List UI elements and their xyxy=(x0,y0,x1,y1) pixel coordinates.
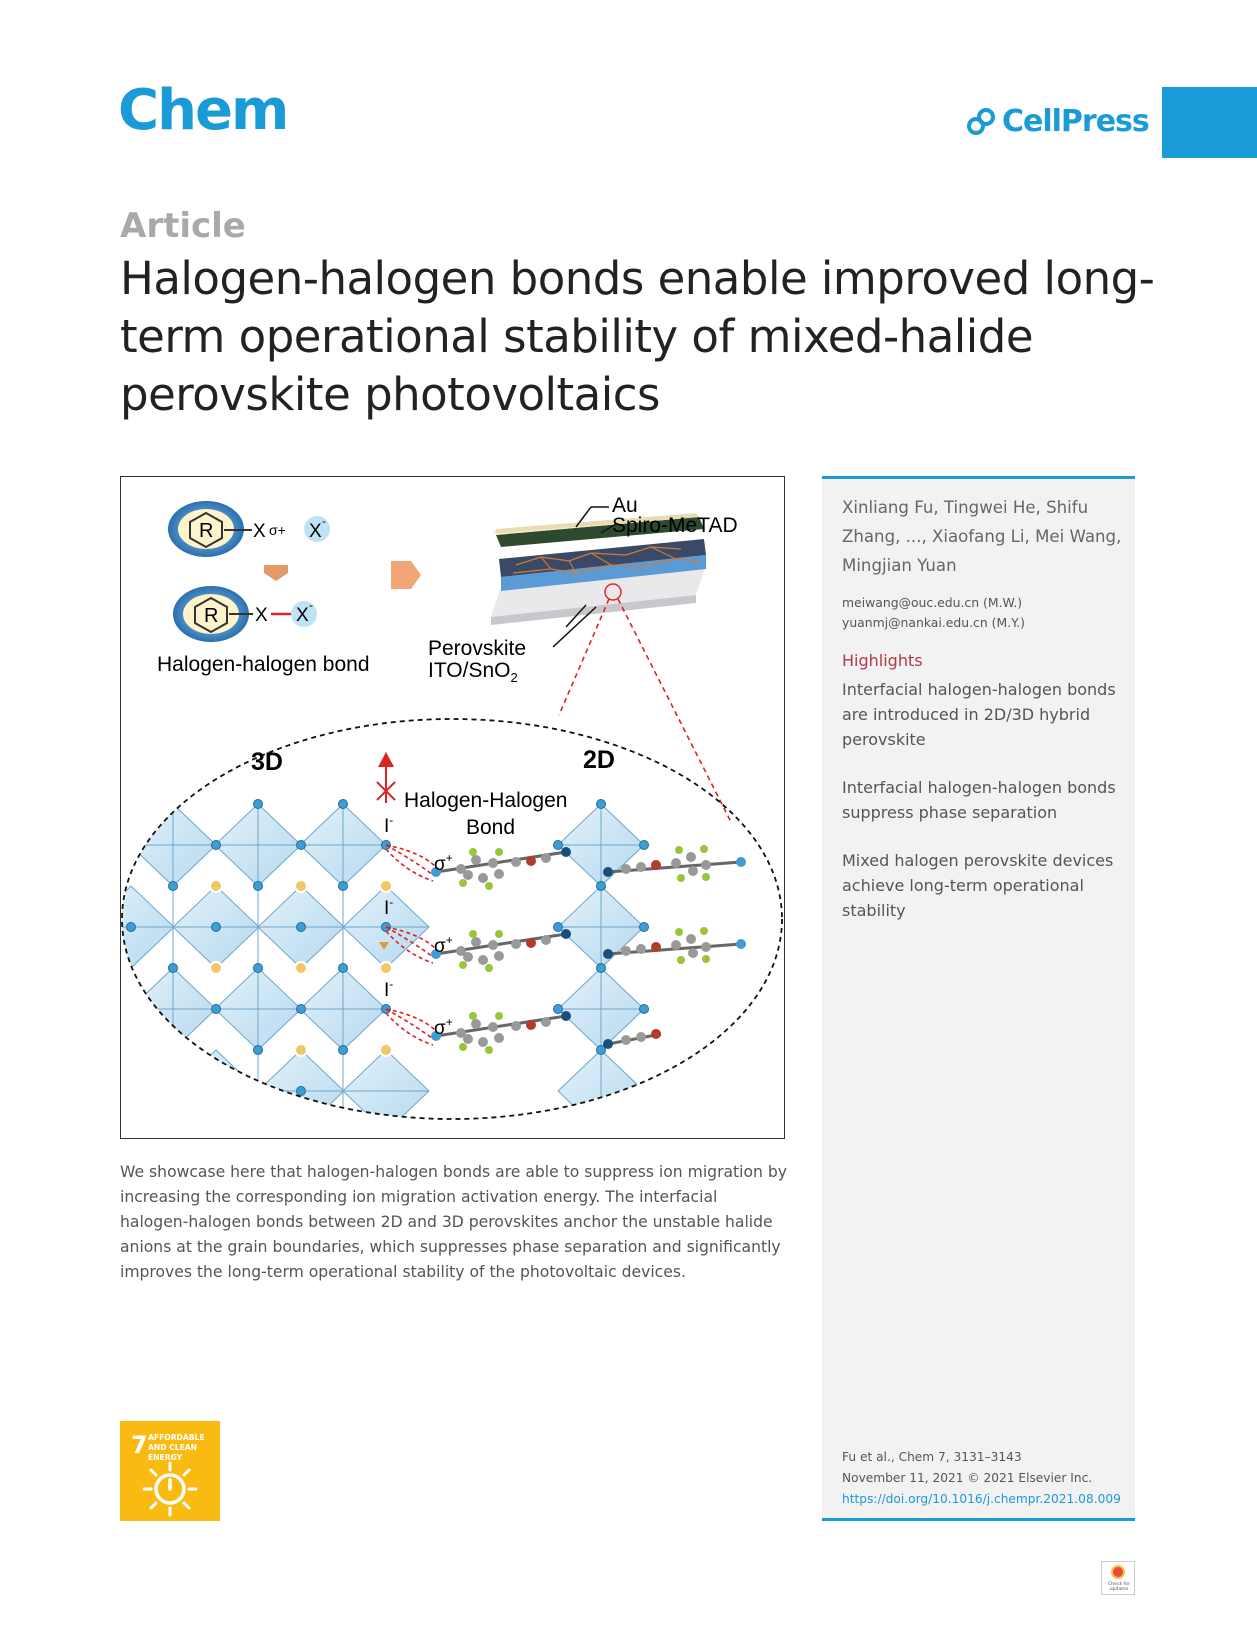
emails xyxy=(842,593,1025,633)
check-for-updates-button[interactable] xyxy=(1101,1561,1135,1595)
sigma-charge-2: + xyxy=(445,933,453,947)
sigma-charge-1: + xyxy=(445,851,453,865)
iodide-label-3 xyxy=(384,977,393,1001)
corner-tab xyxy=(1162,87,1257,158)
iodide-symbol-2: I xyxy=(384,898,390,919)
journal-logo: Chem xyxy=(118,78,288,143)
highlights-heading: Highlights xyxy=(842,651,923,670)
r-group-label-2: R xyxy=(204,605,219,627)
highlights-list xyxy=(842,677,1127,946)
bond-label-line2: Bond xyxy=(466,816,516,839)
email-link[interactable]: meiwang@ouc.edu.cn (M.W.) xyxy=(842,595,1023,610)
bookmark-icon xyxy=(1111,1565,1125,1579)
citation-line: Fu et al., Chem 7, 3131–3143 xyxy=(842,1450,1022,1464)
iodide-symbol-1: I xyxy=(384,816,390,837)
graphical-abstract-figure xyxy=(121,477,783,1137)
halogen-x-label-2: X xyxy=(255,605,268,626)
substrate-label-text: ITO/SnO xyxy=(428,659,511,682)
anion-label: X xyxy=(309,521,322,542)
substrate-label xyxy=(428,659,518,685)
sigma-symbol-2: σ xyxy=(434,936,446,957)
sigma-plus-label: σ+ xyxy=(269,522,286,538)
sigma-charge-3: + xyxy=(445,1015,453,1029)
sdg-badge xyxy=(120,1421,220,1521)
halogen-x-label: X xyxy=(253,521,266,542)
label-2d: 2D xyxy=(583,746,615,774)
interface-zoom xyxy=(121,719,782,1132)
iodide-symbol-3: I xyxy=(384,980,390,1001)
sigma-label-3 xyxy=(434,1015,453,1039)
sigma-label-2 xyxy=(434,933,453,957)
halogen-scheme xyxy=(157,501,421,676)
substrate-label-sub: 2 xyxy=(510,670,518,685)
sigma-symbol-1: σ xyxy=(434,854,446,875)
check-for-updates-label: Check for updates xyxy=(1108,1582,1130,1592)
graphical-abstract xyxy=(120,476,785,1139)
email-link[interactable]: yuanmj@nankai.edu.cn (M.Y.) xyxy=(842,615,1025,630)
htl-label: Spiro-MeTAD xyxy=(612,514,738,537)
highlight-item: Interfacial halogen-halogen bonds suppress phase separation xyxy=(842,778,1116,822)
iodide-charge-2: - xyxy=(389,895,394,909)
iodide-label-1 xyxy=(384,813,393,837)
sigma-symbol-3: σ xyxy=(434,1018,446,1039)
perovskite-label: Perovskite xyxy=(428,637,527,660)
authors: Xinliang Fu, Tingwei He, Shifu Zhang, ..., Xiaofang Li, Mei Wang, Mingjian Yuan xyxy=(842,498,1122,575)
label-3d: 3D xyxy=(251,748,283,776)
publisher-name: CellPress xyxy=(1002,104,1149,139)
bond-label-line1: Halogen-Halogen xyxy=(404,789,568,812)
au-label: Au xyxy=(612,494,638,517)
summary-text: We showcase here that halogen-halogen bonds are able to suppress ion migration by increasing the corresponding ion migration activation energy. The interfacial halogen-halogen bonds between 2D and 3D perovskites anchor the unstable halide anions at the grain boundaries, which suppresses phase separation and significantly improves the long-term operational stability of the photovoltaic devices. xyxy=(120,1163,787,1281)
iodide-charge-1: - xyxy=(389,813,394,827)
anion-label-2: X xyxy=(296,605,309,626)
anion-charge: - xyxy=(322,514,326,528)
cellpress-icon xyxy=(966,107,996,137)
doi-link[interactable]: https://doi.org/10.1016/j.chempr.2021.08.009 xyxy=(842,1492,1121,1506)
highlight-item: Interfacial halogen-halogen bonds are introduced in 2D/3D hybrid perovskite xyxy=(842,680,1116,749)
citation xyxy=(842,1447,1121,1510)
bond-caption: Halogen-halogen bond xyxy=(157,653,370,676)
r-group-label: R xyxy=(199,520,214,542)
iodide-charge-3: - xyxy=(389,977,394,991)
article-title: Halogen-halogen bonds enable improved long-term operational stability of mixed-halide perovskite photovoltaics xyxy=(120,252,1155,421)
article-type: Article xyxy=(120,206,246,246)
sun-power-icon xyxy=(142,1461,198,1517)
sigma-label-1 xyxy=(434,851,453,875)
anion-charge-2: - xyxy=(309,598,313,612)
sdg-number: 7 xyxy=(131,1431,148,1459)
citation-date: November 11, 2021 © 2021 Elsevier Inc. xyxy=(842,1471,1093,1485)
sdg-text: AFFORDABLE AND CLEAN ENERGY xyxy=(148,1433,205,1462)
publisher-logo xyxy=(966,104,1149,139)
highlight-item: Mixed halogen perovskite devices achieve long-term operational stability xyxy=(842,851,1114,920)
sidebar xyxy=(822,476,1135,1521)
